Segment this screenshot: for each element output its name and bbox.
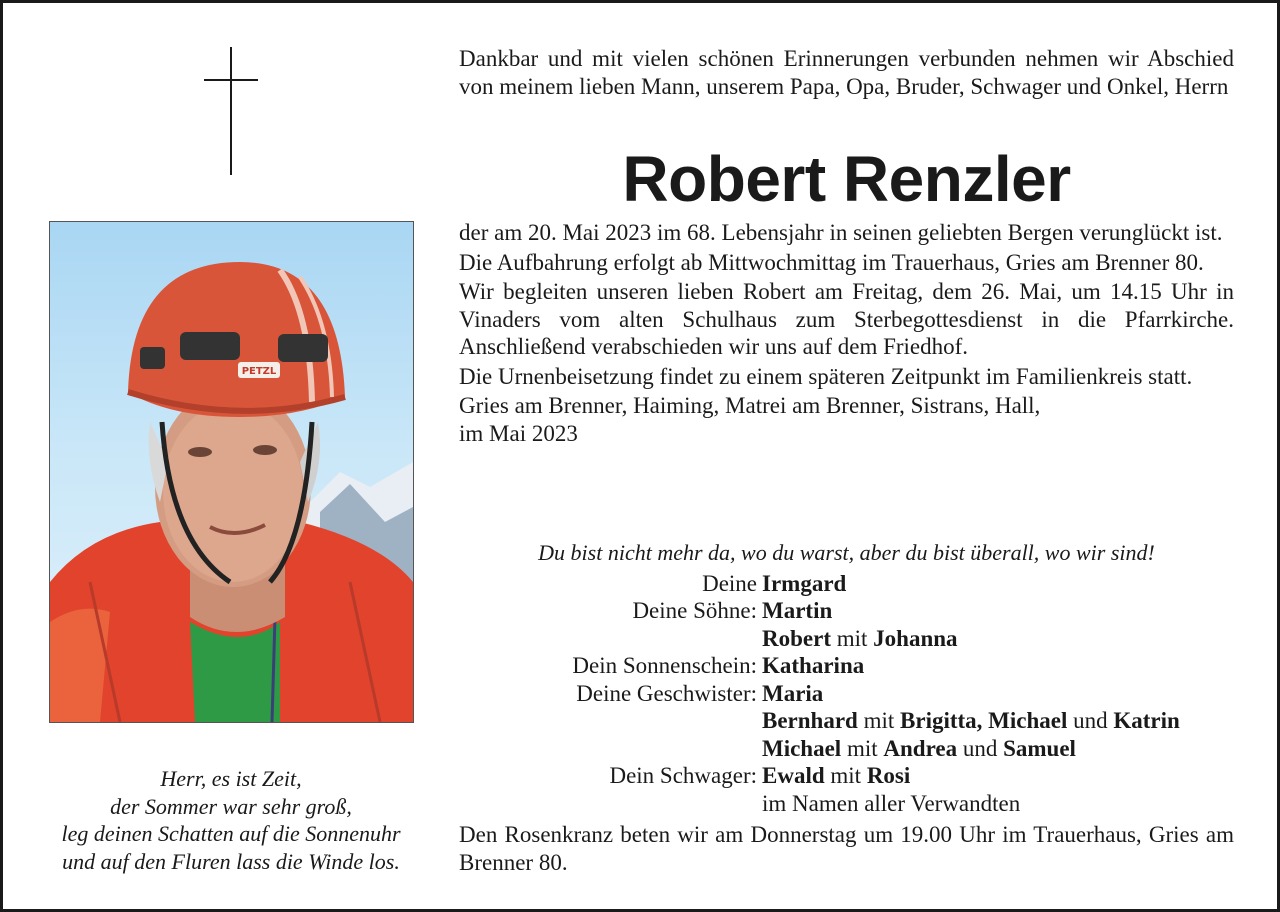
poem-line: leg deinen Schatten auf die Sonnenuhr — [61, 821, 401, 846]
family-name: Martin — [762, 598, 833, 623]
family-name: Katrin — [1113, 708, 1180, 733]
intro-text: Dankbar und mit vielen schönen Erinnerungen verbunden nehmen wir Abschied von meinem lieben Mann, unserem Papa, Opa, Bruder, Schwager und Onkel, Herrn — [459, 46, 1234, 99]
family-label: Deine Geschwister: — [576, 681, 757, 706]
poem — [13, 765, 449, 875]
family-name: Rosi — [866, 763, 911, 788]
portrait-illustration — [50, 222, 413, 722]
paragraph-funeral: Wir begleiten unseren lieben Robert am Freitag, dem 26. Mai, um 14.15 Uhr in Vinaders vom alten Schulhaus zum Sterbegottesdienst in die Pfarrkirche. Anschließend verabschieden wir uns auf dem Friedhof. — [459, 279, 1234, 359]
connector: und — [962, 736, 998, 761]
family-name: Samuel — [1003, 736, 1076, 761]
family-name: Irmgard — [762, 571, 847, 596]
connector: mit — [830, 763, 862, 788]
helmet-vent-left — [140, 347, 165, 369]
deceased-name: Robert Renzler — [622, 143, 1071, 215]
helmet-brand-text: PETZL — [241, 366, 277, 377]
family-name: Bernhard — [762, 708, 858, 733]
cross-icon-bar — [204, 79, 258, 81]
family-name: Ewald — [762, 763, 825, 788]
jacket-highlight — [50, 609, 110, 722]
place-date — [459, 392, 1234, 447]
connector: mit — [863, 708, 895, 733]
poem-line: Herr, es ist Zeit, — [160, 766, 302, 791]
face-light — [163, 402, 303, 582]
connector: mit — [836, 626, 868, 651]
connector: mit — [846, 736, 878, 761]
family-label: Deine — [702, 571, 757, 596]
family-name: Andrea — [883, 736, 958, 761]
paragraph-urn: Die Urnenbeisetzung findet zu einem späteren Zeitpunkt im Familienkreis statt. — [459, 363, 1193, 389]
right-eye — [253, 445, 277, 455]
notice-body — [459, 219, 1234, 449]
places: Gries am Brenner, Haiming, Matrei am Brenner, Sistrans, Hall, — [459, 393, 1041, 418]
poem-line: und auf den Fluren lass die Winde los. — [62, 848, 400, 874]
cross-icon — [230, 47, 232, 175]
left-eye — [188, 447, 212, 457]
family-name: Johanna — [873, 626, 958, 651]
rosary-notice: Den Rosenkranz beten wir am Donnerstag um 19.00 Uhr im Trauerhaus, Gries am Brenner 80. — [459, 822, 1234, 875]
paragraph-death: der am 20. Mai 2023 im 68. Lebensjahr in seinen geliebten Bergen verunglückt ist. — [459, 220, 1223, 245]
date-line: im Mai 2023 — [459, 420, 578, 446]
poem-line: der Sommer war sehr groß, — [110, 793, 352, 819]
family-label: Deine Söhne: — [632, 598, 757, 623]
family-label: Dein Sonnenschein: — [572, 653, 757, 678]
connector: und — [1073, 708, 1108, 733]
family-name: Michael — [762, 736, 842, 761]
portrait-photo — [49, 221, 414, 723]
paragraph-viewing: Die Aufbahrung erfolgt ab Mittwochmittag im Trauerhaus, Gries am Brenner 80. — [459, 249, 1204, 275]
family-name: Brigitta, Michael — [900, 708, 1068, 733]
relatives-note: im Namen aller Verwandten — [762, 791, 1021, 816]
motto: Du bist nicht mehr da, wo du warst, aber du bist überall, wo wir sind! — [538, 540, 1155, 565]
family-name: Robert — [762, 626, 831, 651]
helmet-vent-right — [278, 334, 328, 362]
helmet-vent — [180, 332, 240, 360]
family-name: Katharina — [762, 653, 865, 678]
family-name: Maria — [762, 681, 824, 706]
green-shirt — [190, 622, 280, 722]
family-label: Dein Schwager: — [609, 763, 757, 788]
